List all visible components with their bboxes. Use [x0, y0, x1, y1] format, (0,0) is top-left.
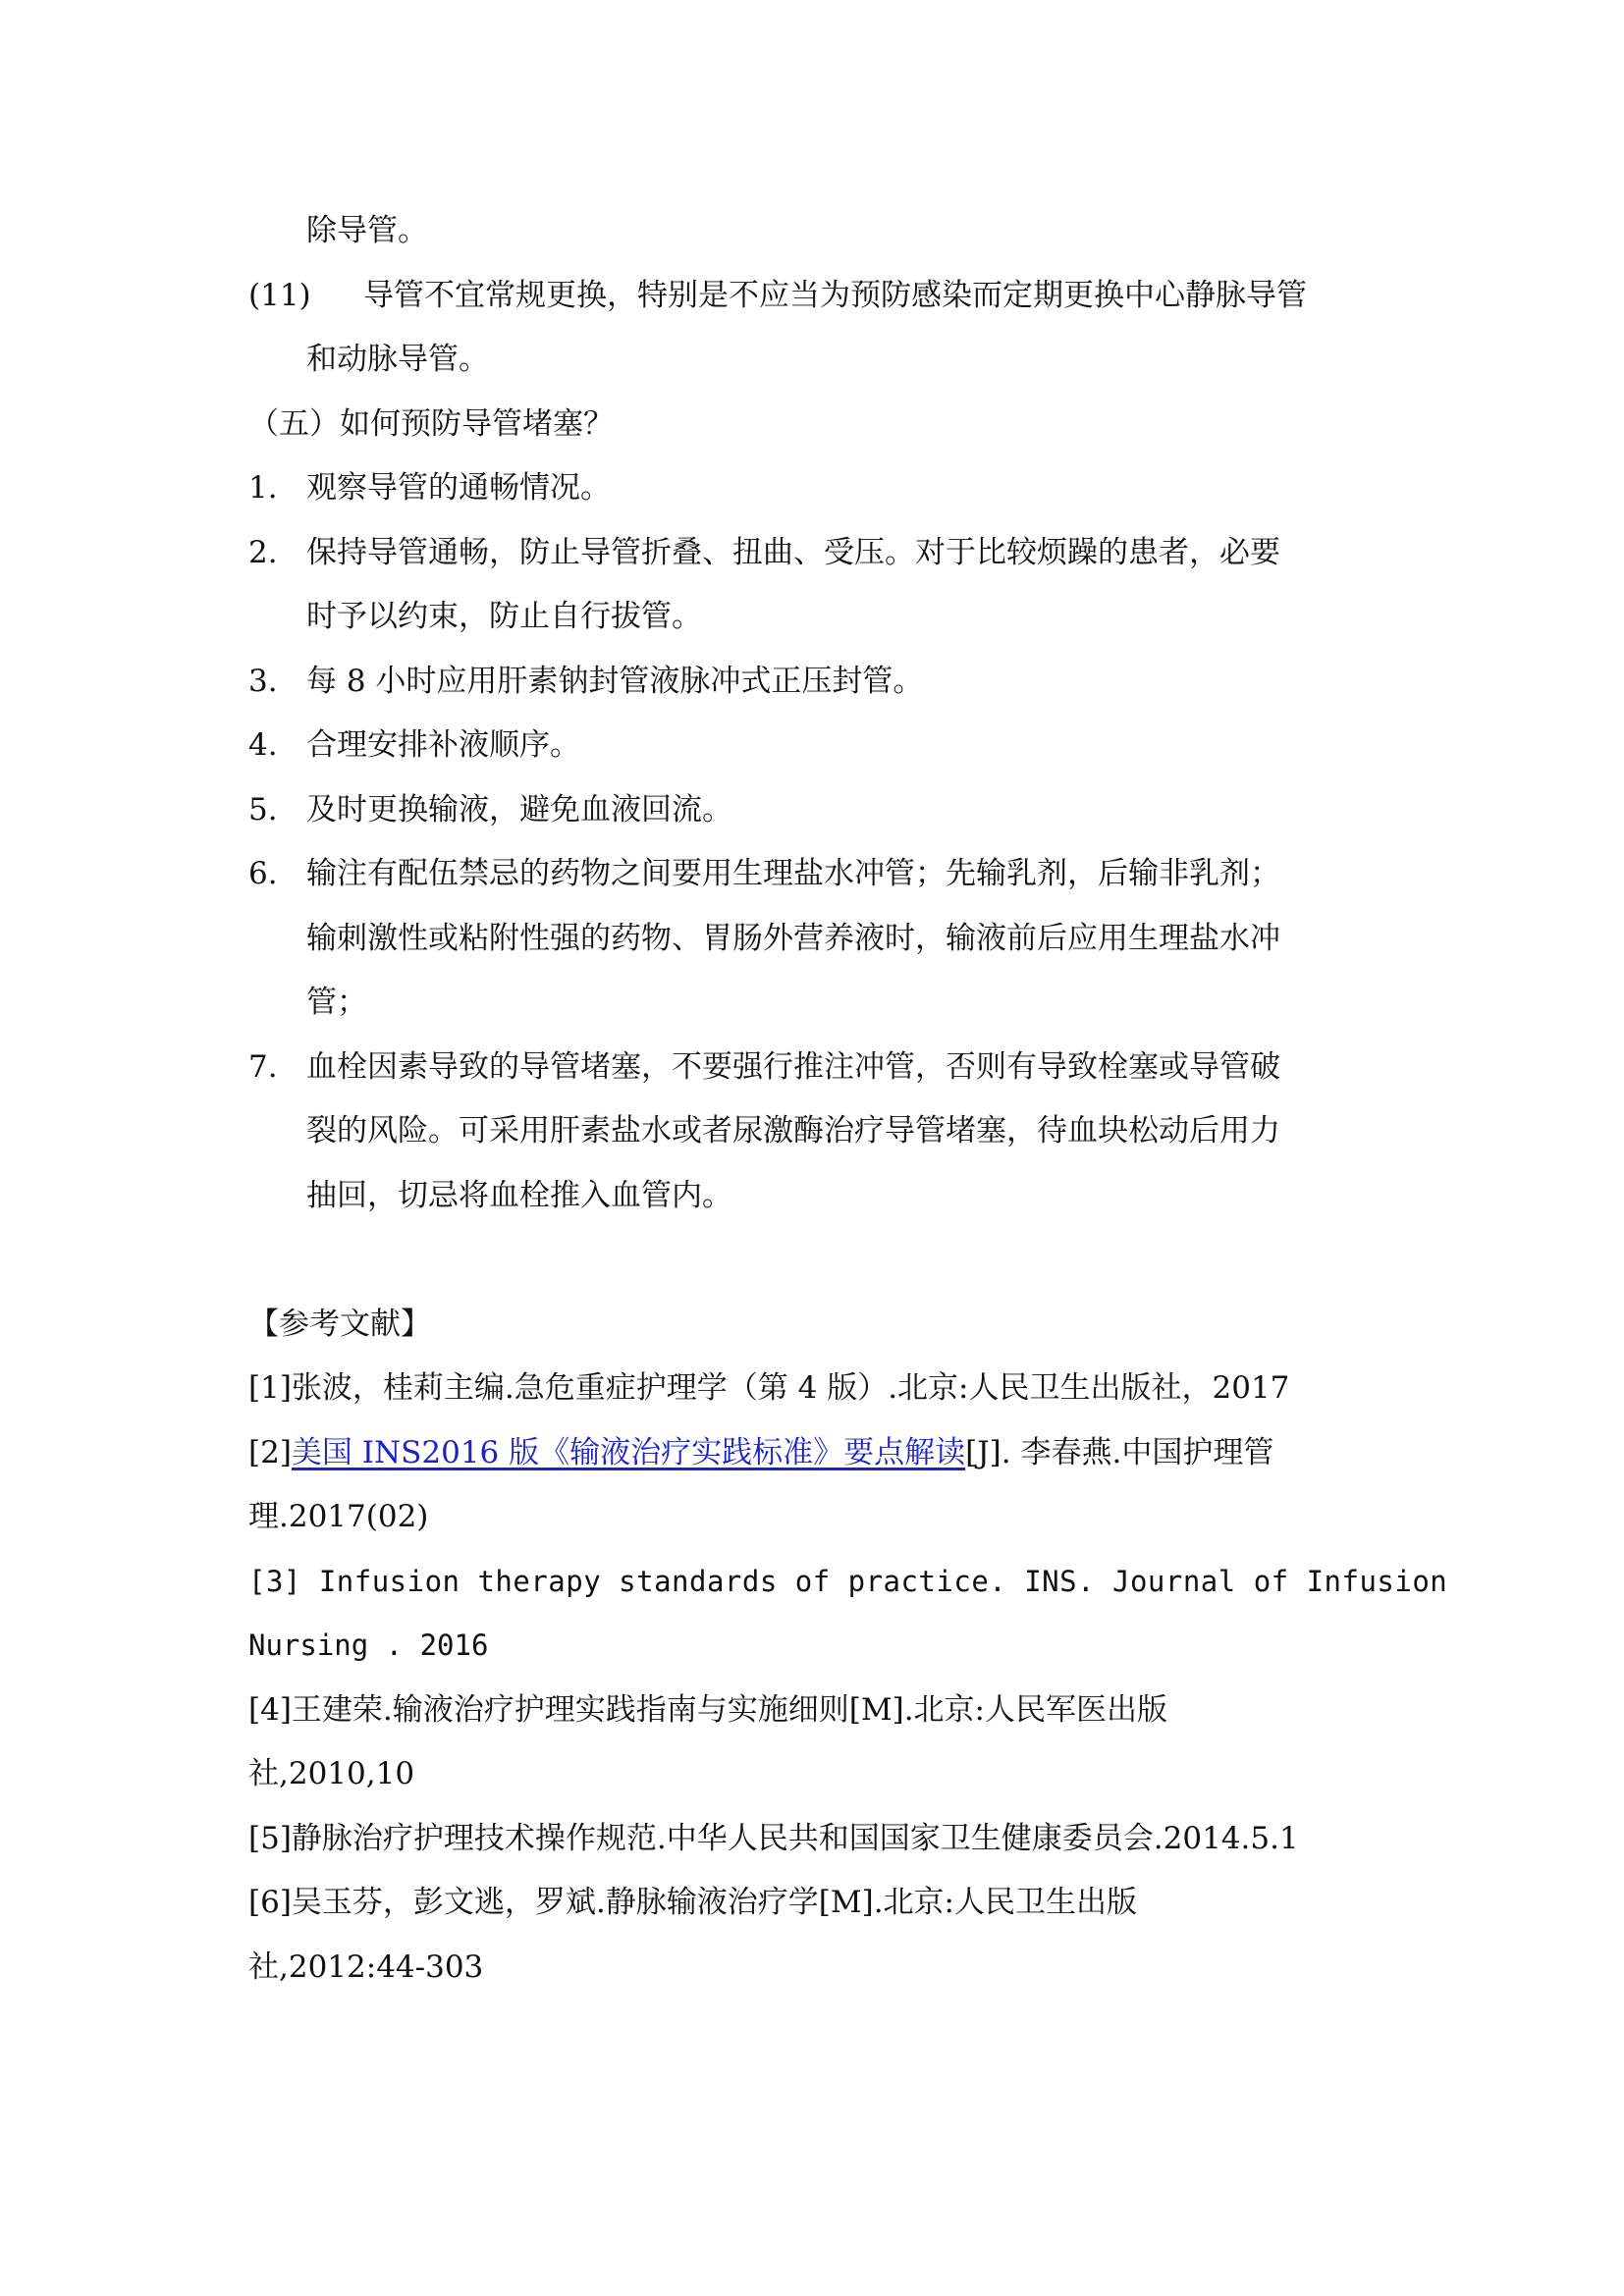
item-11-line-1: 导管不宜常规更换，特别是不应当为预防感染而定期更换中心静脉导管	[363, 278, 1307, 313]
item-11-line-2: 和动脉导管。	[306, 342, 489, 377]
list-item-number: 1.	[248, 470, 278, 506]
reference-2	[248, 1432, 1273, 1473]
list-item-number: 2.	[248, 535, 278, 570]
reference-2-line-2: 理.2017(02)	[248, 1499, 429, 1534]
reference-5: [5]静脉治疗护理技术操作规范.中华人民共和国国家卫生健康委员会.2014.5.1	[248, 1821, 1299, 1856]
list-item-line: 裂的风险。可采用肝素盐水或者尿激酶治疗导管堵塞，待血块松动后用力	[306, 1113, 1280, 1148]
reference-2-link[interactable]: 美国 INS2016 版《输液治疗实践标准》要点解读	[291, 1435, 966, 1470]
list-item-line: 血栓因素导致的导管堵塞，不要强行推注冲管，否则有导致栓塞或导管破	[306, 1049, 1280, 1085]
reference-4-line-2: 社,2010,10	[248, 1756, 415, 1791]
reference-1: [1]张波，桂莉主编.急危重症护理学（第 4 版）.北京:人民卫生出版社，2017	[248, 1370, 1290, 1406]
list-item-number: 4.	[248, 727, 278, 763]
list-item-line: 时予以约束，防止自行拔管。	[306, 599, 702, 634]
reference-3-line-1: [3] Infusion therapy standards of practice. INS. Journal of Infusion	[248, 1565, 1448, 1598]
list-item-line: 输刺激性或粘附性强的药物、胃肠外营养液时，输液前后应用生理盐水冲	[306, 921, 1280, 956]
list-item-line: 输注有配伍禁忌的药物之间要用生理盐水冲管；先输乳剂，后输非乳剂；	[306, 856, 1280, 891]
list-item-number: 5.	[248, 792, 278, 828]
reference-6-line-1: [6]吴玉芬，彭文逃，罗斌.静脉输液治疗学[M].北京:人民卫生出版	[248, 1885, 1137, 1920]
continuation-line: 除导管。	[306, 213, 428, 248]
item-11-number: (11)	[248, 278, 311, 313]
list-item-line: 合理安排补液顺序。	[306, 727, 580, 763]
list-item-line: 管；	[306, 985, 367, 1020]
reference-6-line-2: 社,2012:44-303	[248, 1949, 484, 1985]
list-item-line: 抽回，切忌将血栓推入血管内。	[306, 1178, 732, 1213]
list-item-number: 7.	[248, 1049, 278, 1085]
section-heading: （五）如何预防导管堵塞？	[248, 406, 614, 442]
list-item-line: 观察导管的通畅情况。	[306, 470, 611, 506]
reference-4-line-1: [4]王建荣.输液治疗护理实践指南与实施细则[M].北京:人民军医出版	[248, 1692, 1167, 1728]
list-item-line: 及时更换输液，避免血液回流。	[306, 792, 732, 828]
reference-3-line-2: Nursing . 2016	[248, 1629, 489, 1662]
reference-2-suffix: [J]. 李春燕.中国护理管	[965, 1435, 1274, 1470]
list-item-number: 3.	[248, 664, 278, 699]
reference-2-prefix: [2]	[248, 1435, 292, 1470]
list-item-line: 保持导管通畅，防止导管折叠、扭曲、受压。对于比较烦躁的患者，必要	[306, 535, 1280, 570]
references-heading: 【参考文献】	[248, 1307, 431, 1342]
list-item-number: 6.	[248, 856, 278, 891]
list-item-line: 每 8 小时应用肝素钠封管液脉冲式正压封管。	[306, 664, 924, 699]
